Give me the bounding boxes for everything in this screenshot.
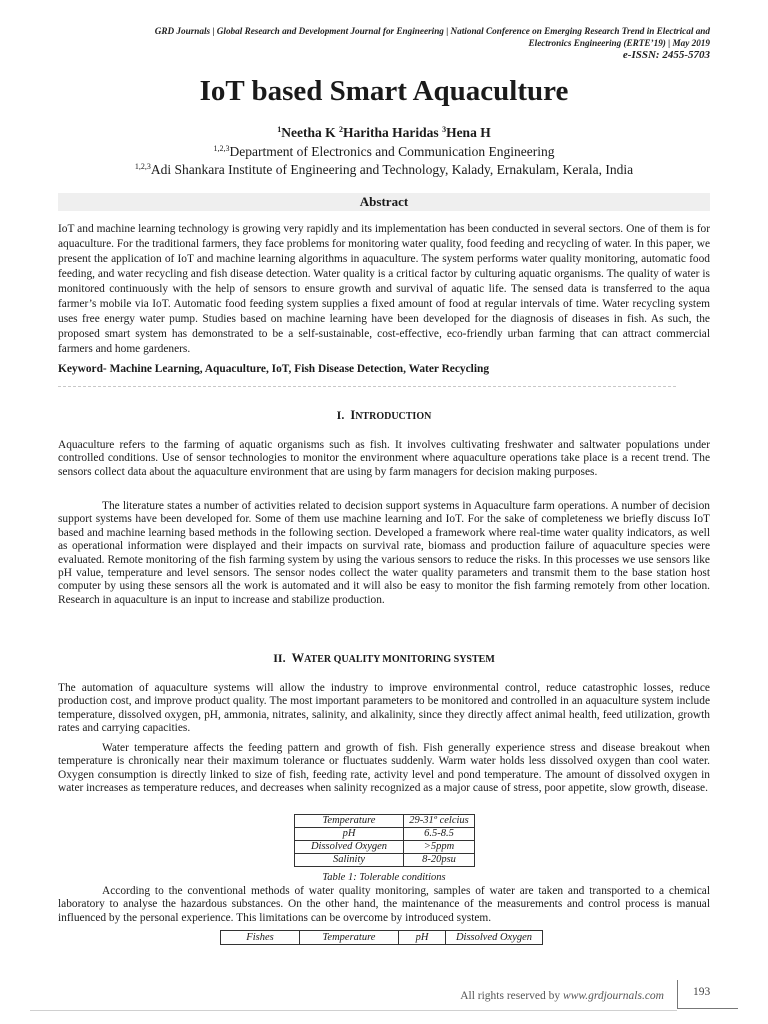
abstract-text: IoT and machine learning technology is growing very rapidly and its implementation has been conducted in several sectors. One of them is for aquaculture. For the traditional farmers, they face problems for monitoring water quality, food feeding and recycling of water. In this paper, we present the application of IoT and machine learning algorithms in aquaculture. The system performs water quality monitoring, automatic food feeding, and water recycling and fish disease detection. Water quality is a critical factor by culturing aquatic organisms. The quality of water is monitored continuously with the help of sensors to ensure growth and survival of aquatic life. The sensed data is transferred to the aqua farmer’s mobile via IoT. Automatic food feeding system supplies a fixed amount of food at regular intervals of time. Water recycling system uses free energy water pump. Studies based on machine learning have been developed for the diagnosis of diseases in fish. As such, the proposed smart system has demonstrated to be a self-sustainable, cost-effective, eco-friendly urban farming that can attract commercial farmers and home gardeners. — [58, 223, 710, 355]
footer-rights-text: All rights reserved by — [460, 990, 564, 1002]
table-cell: Dissolved Oxygen — [295, 841, 404, 854]
institute-marker: 1,2,3 — [134, 162, 151, 171]
section-initial: I — [350, 408, 356, 422]
table-header-row — [221, 931, 543, 945]
table-row — [295, 815, 475, 828]
tolerable-conditions-table — [294, 814, 475, 867]
divider-line — [58, 386, 676, 387]
table-row — [295, 854, 475, 867]
author-1-marker: 1 — [277, 125, 282, 134]
author-2-marker: 2 — [339, 125, 344, 134]
table-cell: Salinity — [295, 854, 404, 867]
page-number: 193 — [693, 986, 711, 998]
footer-url[interactable]: www.grdjournals.com — [563, 990, 664, 1002]
author-3: Hena H — [446, 125, 491, 140]
keywords: Keyword- Machine Learning, Aquaculture, IoT, Fish Disease Detection, Water Recycling — [58, 363, 490, 375]
section-number: II. — [273, 651, 286, 665]
institute-text: Adi Shankara Institute of Engineering and Technology, Kalady, Ernakulam, Kerala, India — [150, 162, 634, 177]
journal-issn: e-ISSN: 2455-5703 — [622, 49, 710, 61]
footer-line — [30, 1010, 677, 1011]
affiliation-department — [0, 143, 768, 161]
author-1: Neetha K — [281, 125, 340, 140]
journal-header-line1: GRD Journals | Global Research and Development Journal for Engineering | National Conference on Emerging Research Trend in Electrical and — [154, 26, 710, 36]
table-cell: Temperature — [295, 815, 404, 828]
fish-conditions-table — [220, 930, 543, 945]
water-quality-paragraph-3: According to the conventional methods of water quality monitoring, samples of water are taken and transported to a chemical laboratory to analyse the hazardous substances. On the other hand, the maintenance of the measurements and control process is manual influenced by the personal experience. This limitations can be overcome by introduced system. — [58, 885, 710, 924]
water-quality-paragraph-2: Water temperature affects the feeding pattern and growth of fish. Fish generally experience stress and disease breakout when temperature is chronically near their maximum tolerance or fluctuates suddenly. Warm water holds less dissolved oxygen than cool water. Oxygen consumption is directly linked to size of fish, feeding rate, activity level and pond temperature. The amount of dissolved oxygen in water increases as temperature reduces, and decreases when salinity recognized as a major cause of stress, poor appetite, slow growth, disease. — [58, 742, 710, 795]
section-title-rest: ATER QUALITY MONITORING SYSTEM — [304, 654, 495, 665]
table-cell: pH — [295, 828, 404, 841]
section-heading-water-quality — [0, 650, 768, 668]
table-cell: 8-20psu — [404, 854, 475, 867]
section-initial: W — [291, 651, 305, 665]
author-list — [0, 124, 768, 142]
abstract-heading: Abstract — [58, 193, 710, 211]
table-header-cell: Dissolved Oxygen — [446, 931, 543, 945]
water-quality-paragraph-1: The automation of aquaculture systems will allow the industry to improve environmental control, reduce catastrophic losses, reduce production cost, and improve product quality. The most important parameters to be monitored and controlled in an aquaculture system include temperature, dissolved oxygen, pH, ammonia, nitrates, salinity, and alkalinity, since they directly affect animal health, feed utilization, growth rates and carrying capacities. — [58, 682, 710, 735]
table-caption: Table 1: Tolerable conditions — [322, 872, 446, 883]
table-cell: >5ppm — [404, 841, 475, 854]
footer-rights — [460, 990, 664, 1002]
author-3-marker: 3 — [442, 125, 447, 134]
department-marker: 1,2,3 — [213, 144, 230, 153]
section-number: I. — [336, 408, 345, 422]
table-cell: 6.5-8.5 — [404, 828, 475, 841]
intro-paragraph-1: Aquaculture refers to the farming of aquatic organisms such as fish. It involves cultivating freshwater and saltwater populations under controlled conditions. Use of sensor technologies to monitor the environment where aquaculture operations take place is a recent trend. The sensors collect data about the aquaculture environment that are using by farm managers for decision making purposes. — [58, 439, 710, 478]
table-row — [295, 828, 475, 841]
table-header-cell: Fishes — [221, 931, 300, 945]
affiliation-institute — [0, 161, 768, 179]
table-cell: 29-31º celcius — [404, 815, 475, 828]
intro-paragraph-2: The literature states a number of activities related to decision support systems in Aquaculture farm operations. A number of decision support systems have been developed for. Some of them use machine learning and IoT. For the sake of completeness we briefly discuss IoT based and machine learning based methods in the following section. Developed a framework where real-time water quality indicators, as well as operational information were displayed and their impacts on survival rate, biomass and production failure of aquaculture species were evaluated. Remote monitoring of the fish farming system by using the various sensors to reduce the risks. In this processes we use sensors like pH value, temperature and level sensors. The sensor nodes collect the water quality parameters and transmit them to the base station host computer by using these sensors all the work is automated and it will also be easy to monitor the fish farming remotely from other location. Research in aquaculture is an input to increase and stabilize production. — [58, 500, 710, 606]
author-2: Haritha Haridas — [343, 125, 443, 140]
table-header-cell: Temperature — [300, 931, 399, 945]
section-title-rest: NTRODUCTION — [355, 411, 432, 422]
table-row — [295, 841, 475, 854]
journal-header-line2: Electronics Engineering (ERTE’19) | May 2019 — [528, 37, 710, 48]
paper-title: IoT based Smart Aquaculture — [199, 75, 569, 107]
section-heading-introduction — [0, 407, 768, 425]
table-header-cell: pH — [399, 931, 446, 945]
journal-header — [50, 26, 710, 62]
department-text: Department of Electronics and Communication Engineering — [229, 144, 555, 159]
